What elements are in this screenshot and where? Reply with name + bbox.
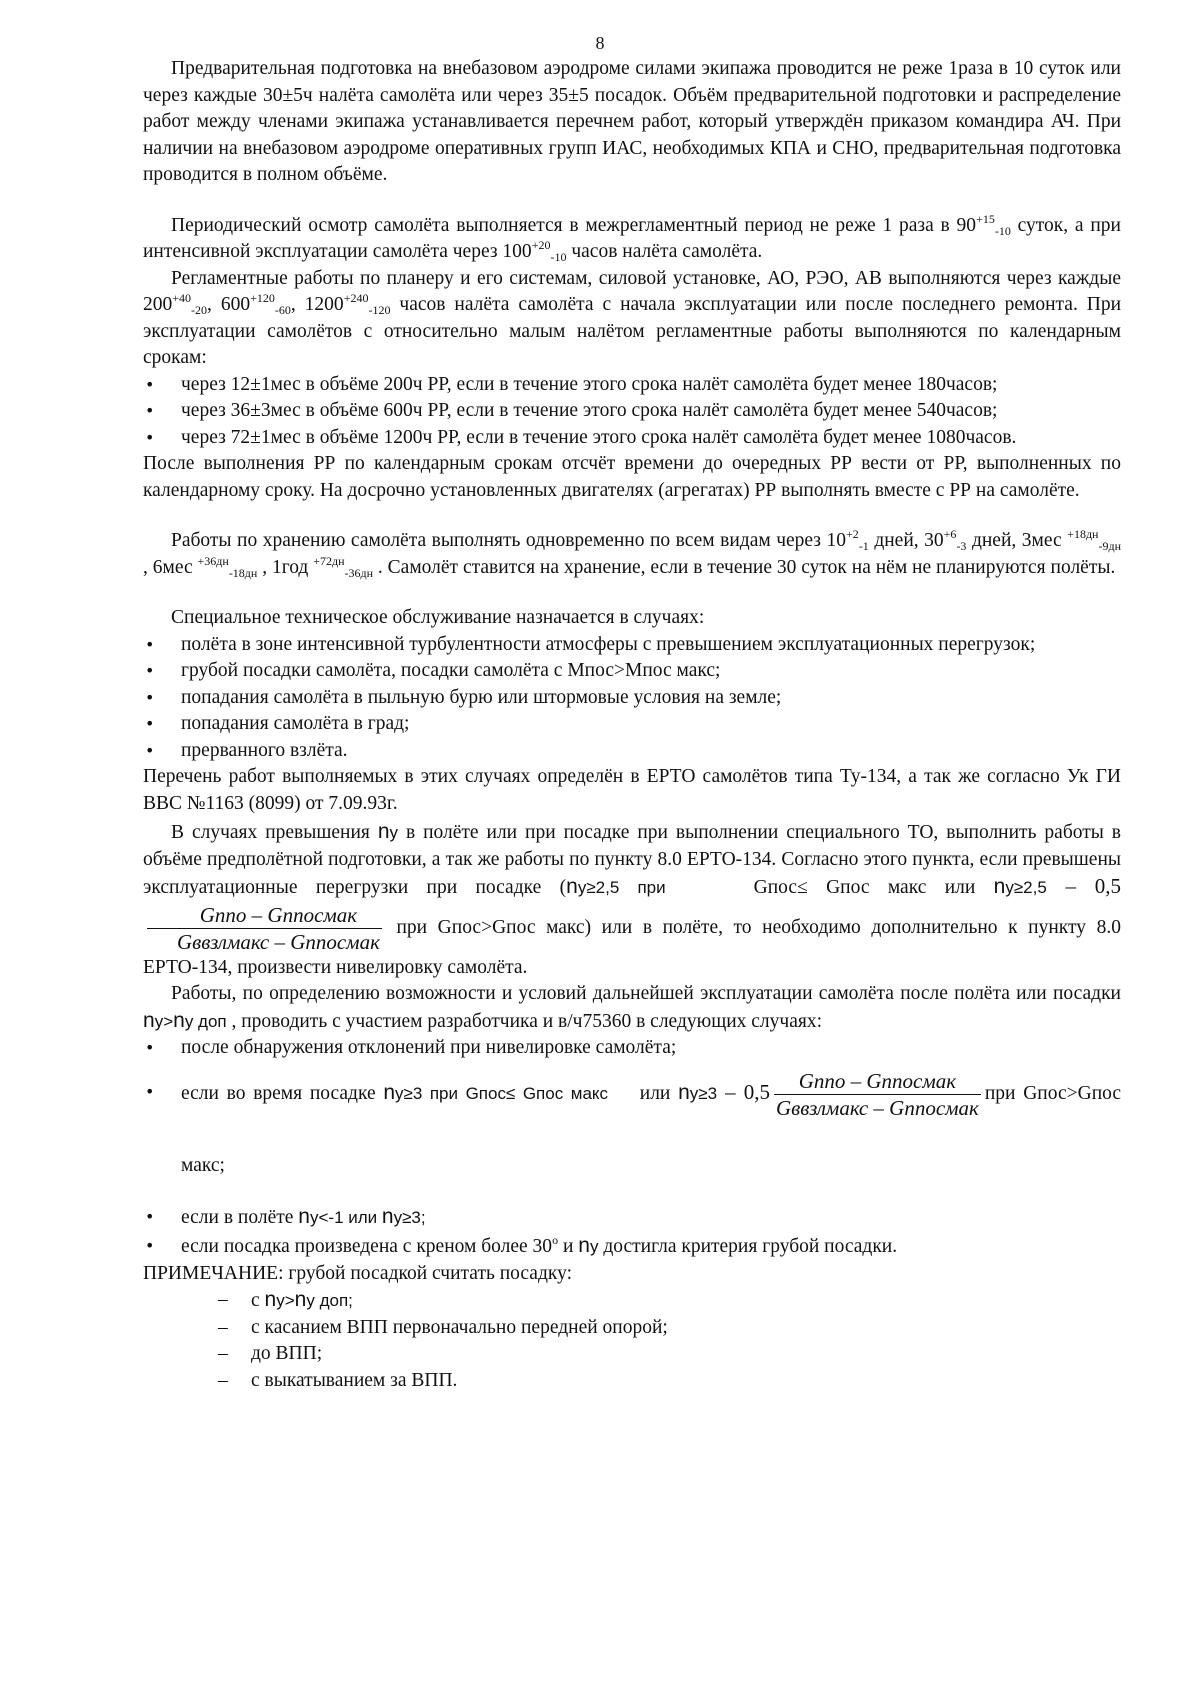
note-item-runway-overrun: – с выкатыванием за ВПП. [143,1368,1121,1395]
formula-fraction: $\frac{\text{Gnno – Gnnосмак}}{\text{Gввзлмакс – Gnnосмак}}$ [147,902,382,955]
list-item-flight-overload: • если в полёте nу<-1 или nу≥3; [143,1204,1121,1232]
paragraph-further-operation: Работы, по определению возможности и условий дальнейшей эксплуатации самолёта после полёта или посадки nу>nу доп , проводить с участием разработчика и в/ч75360 в следующих случаях: [143,983,1121,1032]
list-item-hard-landing: • грубой посадки самолёта, посадки самолёта с Мпос>Мпос макс; [143,658,1121,685]
paragraph-special-maintenance: Специальное техническое обслуживание назначается в случаях: [171,607,705,628]
paragraph-periodic-inspection: Периодический осмотр самолёта выполняется в межрегламентный период не реже 1 раза в $90^{+15}_{-10}$ суток, а при интенсивной эксплуатации самолёта через $100^{+20}_{-10}$ часов налёта самолёта. [143,211,1121,264]
paragraph-scheduled-works: Регламентные работы по планеру и его системам, силовой установке, АО, РЭО, АВ выполняются через каждые $200^{+40}_{-20}$, $600^{+120}_{-60}$, $1200^{+240}_{-120}$ часов налёта самолёта с начала эксплуатации или после последнего ремонта. При эксплуатации самолётов с относительно малым налётом регламентные работы выполняются по календарным срокам: [143,267,1122,368]
list-item-landing-overload: • если во время посадке nу≥3 при Gпос≤ Gпос макс или nу≥3 – 0,5 $\frac{\text{Gnno – Gnnосмак}}{\text{Gввзлмакс – Gnnосмак}}$ при Gпос>Gпос макс; [143,1056,1121,1202]
paragraph-storage-works: Работы по хранению самолёта выполнять одновременно по всем видам через $10^{+2}_{-1}$ дней, $30^{+6}_{-3}$ дней, 3мес $^{+18дн}_{-9дн}$ , 6мес $^{+36дн}_{-18дн}$ , 1год $^{+72дн}_{-36дн}$ . Самолёт ставится на хранение, если в течение 30 суток на нём не планируются полёты. [143,527,1121,580]
note-title: ПРИМЕЧАНИЕ: грубой посадкой считать посадку: [143,1262,572,1284]
list-item-dust-storm: • попадания самолёта в пыльную бурю или штормовые условия на земле; [143,685,1121,712]
page-content [143,56,1121,1394]
list-item-hail: • попадания самолёта в град; [143,711,1121,738]
paragraph-gap [143,504,1121,528]
paragraph-gap [143,189,1121,213]
note-item-overload: – с nу>nу доп; [143,1287,1121,1315]
list-item-leveling-deviations: • после обнаружения отклонений при нивелировке самолёта; [143,1035,1121,1062]
paragraph-gap [143,581,1121,605]
note-item-nose-gear: – с касанием ВПП первоначально передней опорой; [143,1315,1121,1342]
paragraph-works-list: Перечень работ выполняемых в этих случаях определён в ЕРТО самолётов типа Ту-134, а так же согласно Ук ГИ ВВС №1163 (8099) от 7.09.93г. [143,766,1121,814]
formula-fraction: $\frac{\text{Gnno – Gnnосмак}}{\text{Gввзлмакс – Gnnосмак}}$ [775,1068,979,1120]
note-item-before-runway: – до ВПП; [143,1341,1121,1368]
paragraph-overload-cases: В случаях превышения nу в полёте или при посадке при выполнении специального ТО, выполнить работы в объёме предполётной подготовки, а так же работы по пункту 8.0 ЕРТО-134. Согласно этого пункта, если превышены эксплуатационные перегрузки при посадке (nу≥2,5 при Gпос≤ Gпос макс или nу≥2,5 – 0,5 $\frac{\text{Gnno – Gnnосмак}}{\text{Gввзлмакс – Gnnосмак}}$ при Gпос>Gпос макс) или в полёте, то необходимо дополнительно к пункту 8.0 ЕРТО-134, произвести нивелировку самолёта. [143,820,1122,978]
list-item-calendar-12: • через 12±1мес в объёме 200ч РР, если в течение этого срока налёт самолёта будет менее 180часов; [143,372,1121,399]
list-item-calendar-36: • через 36±3мес в объёме 600ч РР, если в течение этого срока налёт самолёта будет менее 540часов; [143,398,1121,425]
list-item-turbulence: • полёта в зоне интенсивной турбулентности атмосферы с превышением эксплуатационных перегрузок; [143,632,1121,659]
list-item-calendar-72: • через 72±1мес в объёме 1200ч РР, если в течение этого срока налёт самолёта будет менее 1080часов. [143,425,1121,452]
list-item-bank-landing: • если посадка произведена с креном более $30^о$ и nу достигла критерия грубой посадки. [143,1233,1121,1261]
paragraph-after-calendar: После выполнения РР по календарным срокам отсчёт времени до очередных РР вести от РР, выполненных по календарному сроку. На досрочно установленных двигателях (агрегатах) РР выполнять вместе с РР на самолёте. [143,453,1121,501]
paragraph-preliminary-preparation: Предварительная подготовка на внебазовом аэродроме силами экипажа проводится не реже 1раза в 10 суток или через каждые 30±5ч налёта самолёта или через 35±5 посадок. Объём предварительной подготовки и распределение работ между членами экипажа устанавливается перечнем работ, который утверждён приказом командира АЧ. При наличии на внебазовом аэродроме оперативных групп ИАС, необходимых КПА и СНО, предварительная подготовка проводится в полном объёме. [143,58,1121,185]
page-number: 8 [595,33,605,53]
list-item-rejected-takeoff: • прерванного взлёта. [143,738,1121,765]
